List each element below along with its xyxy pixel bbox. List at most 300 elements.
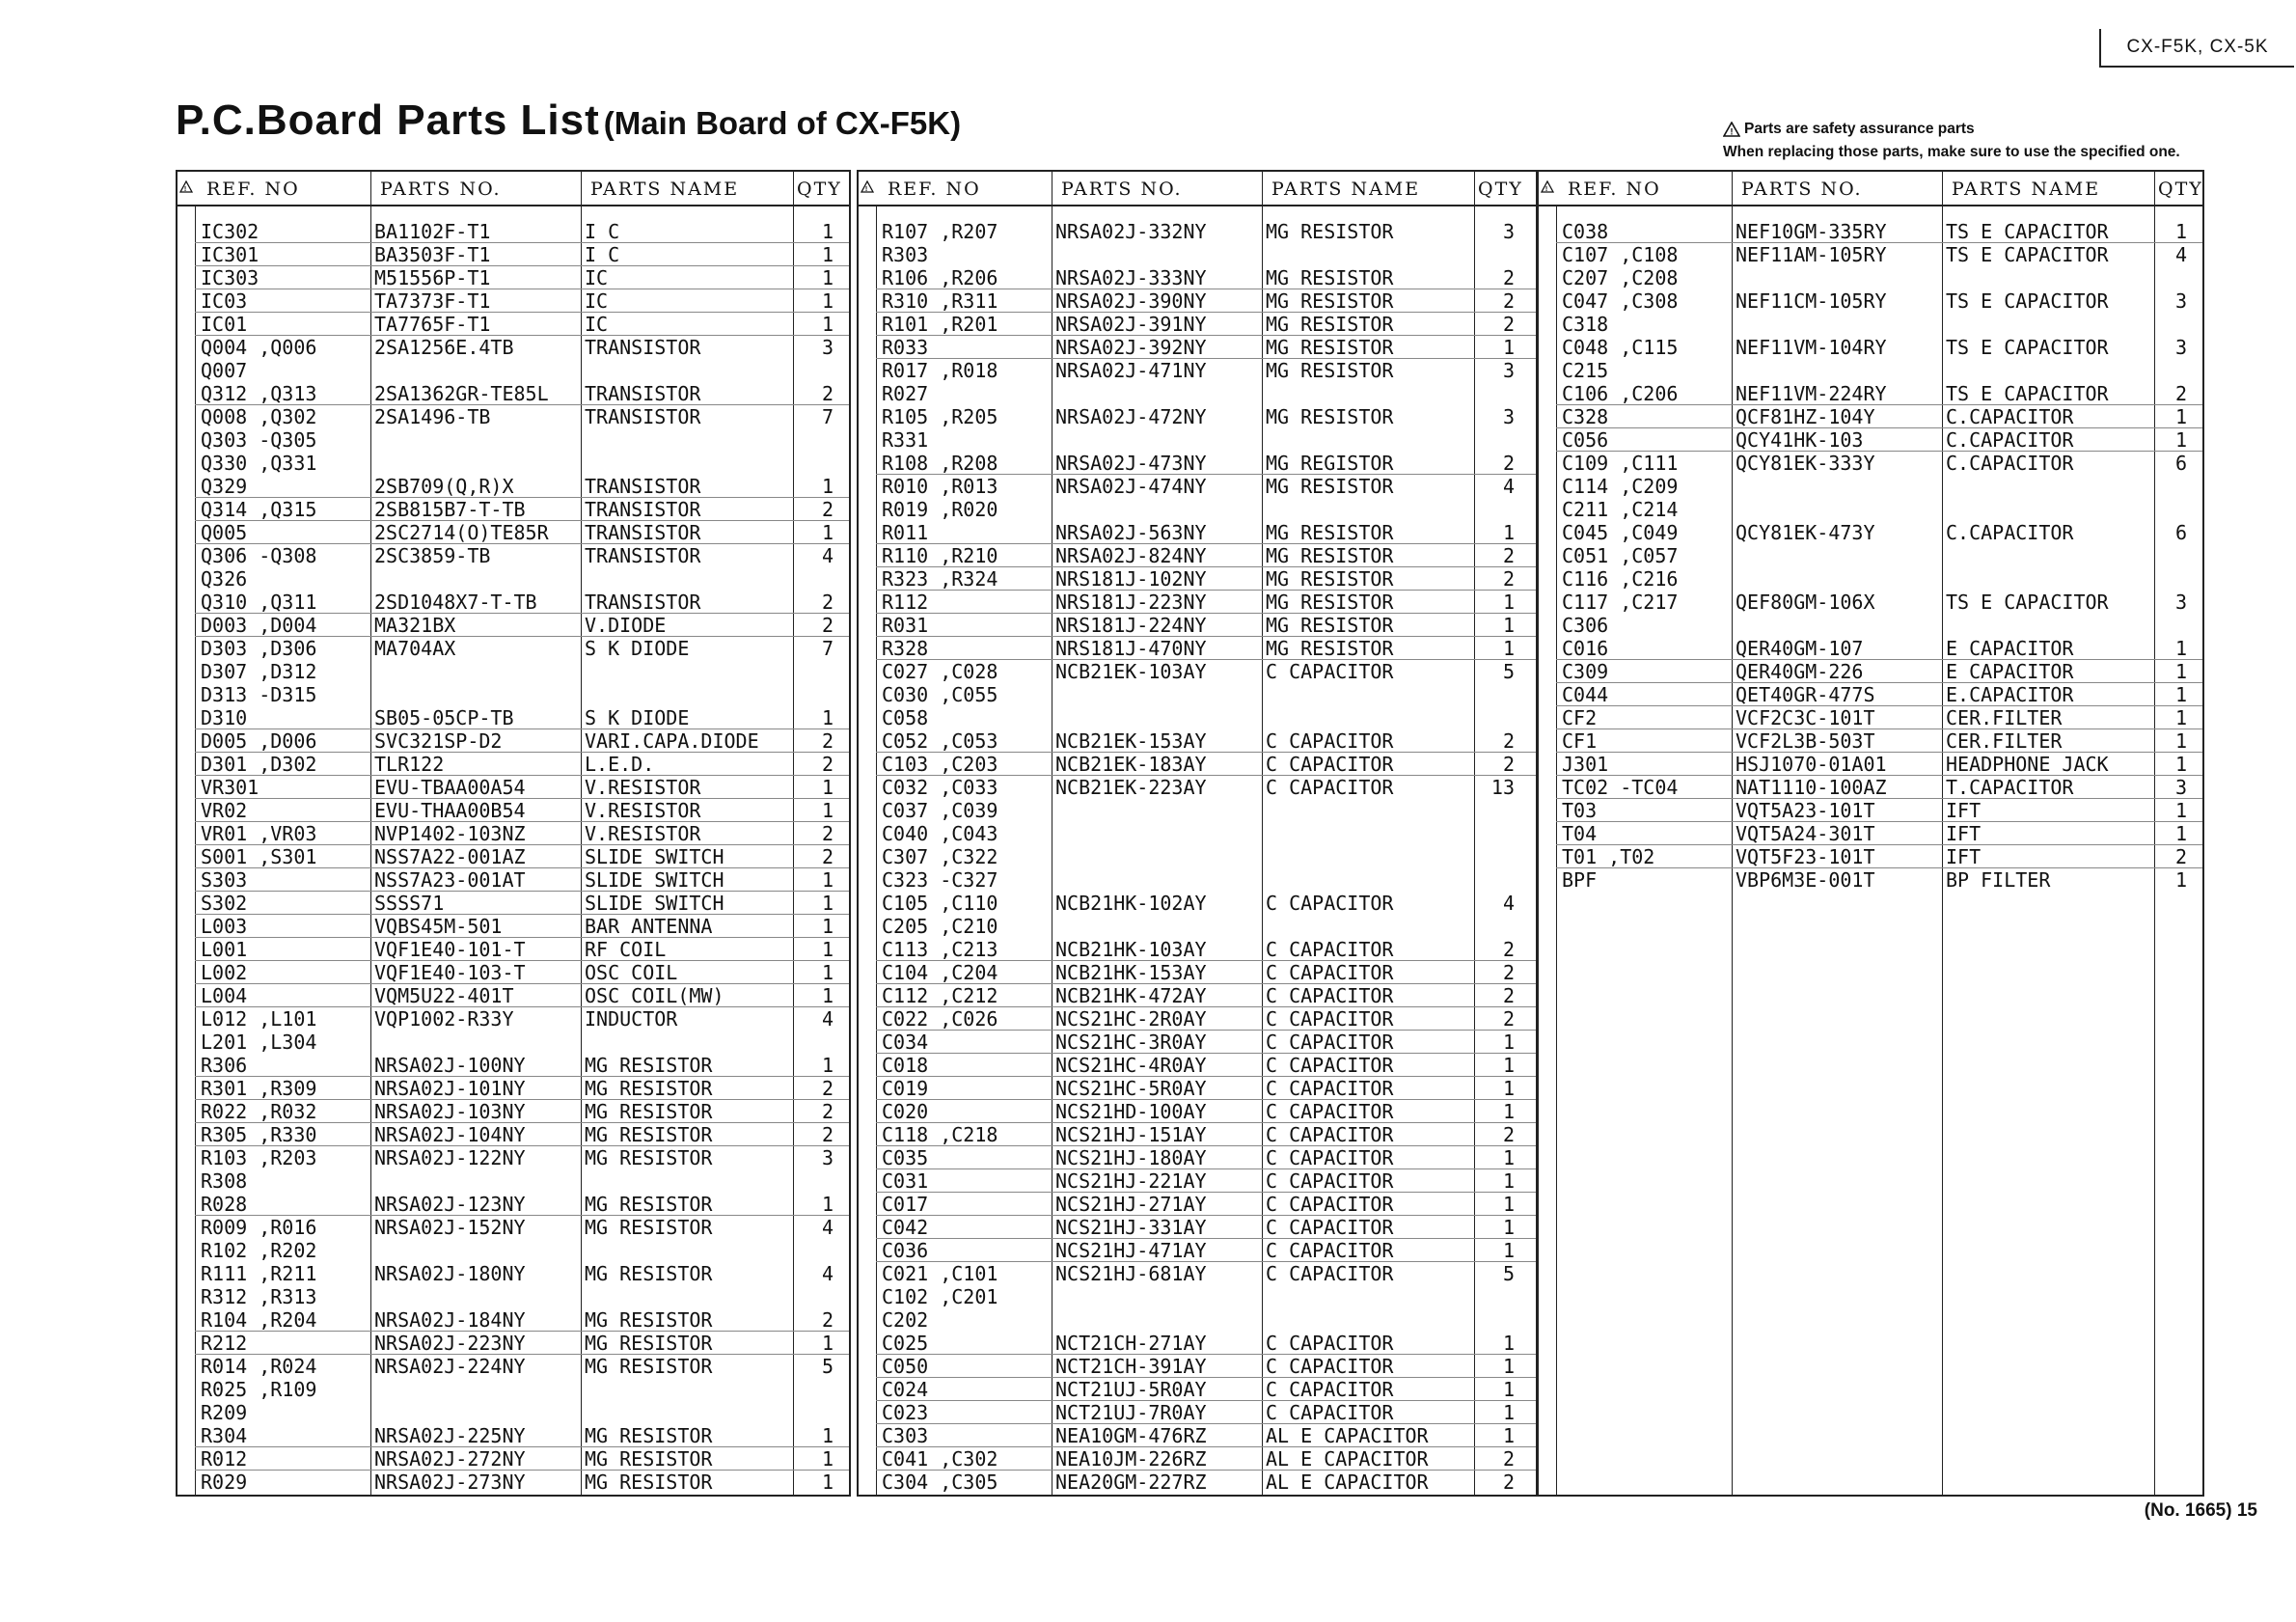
cell-parts-no: VCF2C3C-101T <box>1736 706 1875 729</box>
cell-parts-name: MG RESISTOR <box>1266 266 1394 289</box>
cell-parts-name: C CAPACITOR <box>1266 1077 1394 1100</box>
cell-parts-name: C CAPACITOR <box>1266 753 1394 776</box>
table-header <box>859 172 1536 206</box>
cell-qty: 1 <box>821 313 834 336</box>
cell-parts-name: C CAPACITOR <box>1266 1262 1394 1285</box>
cell-ref-no: C113 ,C213 <box>882 938 998 961</box>
cell-parts-name <box>585 683 791 706</box>
cell-ref-no: C105 ,C110 <box>882 892 998 915</box>
cell-ref-no: Q310 ,Q311 <box>201 591 317 614</box>
cell-parts-name <box>1946 359 2152 382</box>
cell-ref-no: IC303 <box>201 266 260 289</box>
cell-parts-name: MG RESISTOR <box>585 1332 713 1355</box>
cell-qty: 1 <box>1502 521 1515 544</box>
cell-parts-no <box>374 683 579 706</box>
cell-ref-no: C102 ,C201 <box>882 1285 998 1308</box>
cell-parts-no: VQT5F23-101T <box>1736 845 1875 868</box>
cell-parts-no <box>1736 567 1940 591</box>
cell-parts-no: NRSA02J-391NY <box>1055 313 1207 336</box>
cell-parts-name: L.E.D. <box>585 753 655 776</box>
cell-ref-no: C109 ,C111 <box>1562 452 1679 475</box>
cell-parts-name: MG RESISTOR <box>1266 359 1394 382</box>
cell-parts-name: MG RESISTOR <box>585 1424 713 1447</box>
cell-qty: 1 <box>1502 336 1515 359</box>
cell-qty: 1 <box>821 243 834 266</box>
cell-parts-no: NRSA02J-472NY <box>1055 405 1207 428</box>
cell-parts-no: NEF11VM-224RY <box>1736 382 1887 405</box>
cell-parts-name: E.CAPACITOR <box>1946 683 2074 706</box>
cell-parts-name: V.RESISTOR <box>585 822 701 845</box>
cell-qty <box>797 1378 834 1401</box>
cell-parts-no: NCS21HJ-681AY <box>1055 1262 1207 1285</box>
cell-qty: 7 <box>821 405 834 428</box>
cell-ref-no: C323 -C327 <box>882 868 998 892</box>
cell-ref-no: S303 <box>201 868 248 892</box>
cell-parts-no: NRS181J-102NY <box>1055 567 1207 591</box>
cell-parts-no: NRSA02J-473NY <box>1055 452 1207 475</box>
cell-parts-no <box>374 1285 579 1308</box>
cell-parts-no: NCS21HC-5R0AY <box>1055 1077 1207 1100</box>
cell-parts-no: NCB21HK-102AY <box>1055 892 1207 915</box>
col-header-parts-no: PARTS NO. <box>1741 179 1863 200</box>
cell-ref-no: T04 <box>1562 822 1598 845</box>
cell-qty: 1 <box>1502 1146 1515 1169</box>
cell-qty: 1 <box>1502 1193 1515 1216</box>
cell-ref-no: VR01 ,VR03 <box>201 822 317 845</box>
cell-parts-name: TS E CAPACITOR <box>1946 289 2109 313</box>
cell-qty: 4 <box>2174 243 2187 266</box>
cell-qty <box>2158 614 2187 637</box>
safety-note <box>1723 118 2196 164</box>
cell-qty: 1 <box>1502 591 1515 614</box>
cell-parts-name: MG RESISTOR <box>585 1216 713 1239</box>
cell-ref-no: Q008 ,Q302 <box>201 405 317 428</box>
cell-ref-no: R102 ,R202 <box>201 1239 317 1262</box>
cell-ref-no: C051 ,C057 <box>1562 544 1679 567</box>
cell-parts-name: C CAPACITOR <box>1266 776 1394 799</box>
cell-ref-no: R304 <box>201 1424 248 1447</box>
cell-qty: 5 <box>1502 660 1515 683</box>
cell-parts-no: QCF81HZ-104Y <box>1736 405 1875 428</box>
cell-qty <box>1478 243 1515 266</box>
cell-qty: 1 <box>821 1054 834 1077</box>
cell-parts-no <box>1055 1308 1260 1332</box>
cell-parts-name: TS E CAPACITOR <box>1946 243 2109 266</box>
cell-parts-name: MG RESISTOR <box>1266 591 1394 614</box>
cell-qty: 1 <box>821 938 834 961</box>
cell-parts-no: NRSA02J-184NY <box>374 1308 526 1332</box>
cell-qty: 1 <box>2174 683 2187 706</box>
cell-parts-name <box>1266 382 1472 405</box>
cell-parts-name: C CAPACITOR <box>1266 660 1394 683</box>
cell-qty: 2 <box>1502 753 1515 776</box>
cell-qty: 1 <box>2174 428 2187 452</box>
cell-parts-no <box>374 1239 579 1262</box>
cell-qty: 1 <box>821 706 834 729</box>
cell-ref-no: Q312 ,Q313 <box>201 382 317 405</box>
cell-qty: 1 <box>821 289 834 313</box>
cell-ref-no: C030 ,C055 <box>882 683 998 706</box>
svg-text:!: ! <box>1730 126 1734 137</box>
cell-parts-no <box>1055 382 1260 405</box>
cell-parts-no: QER40GM-226 <box>1736 660 1864 683</box>
cell-parts-no: TA7373F-T1 <box>374 289 491 313</box>
cell-parts-name: TS E CAPACITOR <box>1946 220 2109 243</box>
cell-parts-name: S K DIODE <box>585 637 690 660</box>
cell-parts-name: C CAPACITOR <box>1266 961 1394 984</box>
cell-ref-no: C202 <box>882 1308 929 1332</box>
cell-qty: 1 <box>821 1424 834 1447</box>
cell-ref-no: R010 ,R013 <box>882 475 998 498</box>
cell-parts-no <box>1055 498 1260 521</box>
cell-ref-no: C038 <box>1562 220 1609 243</box>
cell-parts-no <box>1055 683 1260 706</box>
cell-qty: 1 <box>821 266 834 289</box>
cell-ref-no: C023 <box>882 1401 929 1424</box>
cell-parts-name: C CAPACITOR <box>1266 1401 1394 1424</box>
cell-parts-name: C CAPACITOR <box>1266 892 1394 915</box>
cell-ref-no: C118 ,C218 <box>882 1123 998 1146</box>
cell-ref-no: R105 ,R205 <box>882 405 998 428</box>
cell-qty: 3 <box>2174 776 2187 799</box>
cell-parts-name: MG RESISTOR <box>1266 313 1394 336</box>
cell-qty: 1 <box>1502 1100 1515 1123</box>
cell-parts-no: NRSA02J-152NY <box>374 1216 526 1239</box>
cell-parts-no <box>1736 359 1940 382</box>
cell-qty: 1 <box>821 915 834 938</box>
parts-table-1 <box>176 170 851 1497</box>
cell-qty: 2 <box>1502 1471 1515 1494</box>
cell-parts-no <box>1055 243 1260 266</box>
cell-qty: 1 <box>2174 822 2187 845</box>
warning-triangle-icon <box>861 180 874 193</box>
cell-ref-no: R111 ,R211 <box>201 1262 317 1285</box>
cell-parts-name <box>1266 845 1472 868</box>
safety-note-line1: Parts are safety assurance parts <box>1744 121 1975 137</box>
cell-parts-no: 2SA1362GR-TE85L <box>374 382 549 405</box>
column-divider <box>876 206 877 1495</box>
cell-parts-name <box>1266 498 1472 521</box>
cell-ref-no: L003 <box>201 915 248 938</box>
cell-qty: 1 <box>1502 1054 1515 1077</box>
cell-parts-name <box>585 1285 791 1308</box>
cell-qty <box>797 1239 834 1262</box>
cell-parts-no <box>374 1401 579 1424</box>
cell-qty: 7 <box>821 637 834 660</box>
cell-qty: 2 <box>1502 1123 1515 1146</box>
cell-parts-no: NEA20GM-227RZ <box>1055 1471 1207 1494</box>
cell-qty <box>797 428 834 452</box>
cell-ref-no: IC01 <box>201 313 248 336</box>
cell-parts-name: MG RESISTOR <box>1266 567 1394 591</box>
cell-parts-name: V.RESISTOR <box>585 799 701 822</box>
cell-ref-no: R025 ,R109 <box>201 1378 317 1401</box>
column-divider <box>195 206 196 1495</box>
cell-parts-name: C CAPACITOR <box>1266 1146 1394 1169</box>
cell-parts-name <box>585 660 791 683</box>
cell-parts-name <box>585 1378 791 1401</box>
cell-parts-name <box>1266 243 1472 266</box>
cell-parts-name: C CAPACITOR <box>1266 1193 1394 1216</box>
cell-parts-no: HSJ1070-01A01 <box>1736 753 1887 776</box>
cell-parts-no: NCT21CH-391AY <box>1055 1355 1207 1378</box>
cell-parts-no: SVC321SP-D2 <box>374 729 503 753</box>
cell-parts-name <box>1266 799 1472 822</box>
cell-parts-name <box>1946 567 2152 591</box>
cell-qty <box>797 1285 834 1308</box>
cell-parts-name: SLIDE SWITCH <box>585 845 724 868</box>
cell-parts-no: NEF11CM-105RY <box>1736 289 1887 313</box>
col-header-parts-name: PARTS NAME <box>1271 179 1421 200</box>
cell-ref-no: C016 <box>1562 637 1609 660</box>
cell-qty: 2 <box>821 845 834 868</box>
cell-qty: 13 <box>1490 776 1515 799</box>
cell-qty: 2 <box>1502 729 1515 753</box>
cell-parts-name: C CAPACITOR <box>1266 1054 1394 1077</box>
cell-parts-name: C CAPACITOR <box>1266 938 1394 961</box>
cell-ref-no: C021 ,C101 <box>882 1262 998 1285</box>
cell-qty <box>1478 706 1515 729</box>
cell-parts-no: NCS21HJ-471AY <box>1055 1239 1207 1262</box>
cell-parts-name: MG REGISTOR <box>1266 452 1394 475</box>
cell-qty <box>1478 428 1515 452</box>
cell-ref-no: R009 ,R016 <box>201 1216 317 1239</box>
cell-qty <box>2158 544 2187 567</box>
cell-parts-no: NCS21HC-2R0AY <box>1055 1007 1207 1031</box>
cell-parts-no: NRSA02J-474NY <box>1055 475 1207 498</box>
cell-parts-no: NRS181J-223NY <box>1055 591 1207 614</box>
cell-qty <box>2158 498 2187 521</box>
col-header-qty: QTY <box>1478 179 1523 200</box>
cell-qty: 4 <box>821 544 834 567</box>
cell-parts-no: NCS21HJ-271AY <box>1055 1193 1207 1216</box>
cell-parts-name <box>1266 915 1472 938</box>
cell-parts-no <box>1055 428 1260 452</box>
cell-parts-name: C.CAPACITOR <box>1946 521 2074 544</box>
cell-ref-no: R328 <box>882 637 929 660</box>
cell-ref-no: R323 ,R324 <box>882 567 998 591</box>
cell-parts-name: TS E CAPACITOR <box>1946 591 2109 614</box>
cell-parts-name: AL E CAPACITOR <box>1266 1447 1429 1471</box>
cell-parts-no: EVU-THAA00B54 <box>374 799 526 822</box>
cell-qty: 2 <box>821 382 834 405</box>
page-title <box>176 96 961 145</box>
cell-qty: 2 <box>1502 567 1515 591</box>
cell-qty: 2 <box>1502 961 1515 984</box>
cell-parts-name: C CAPACITOR <box>1266 1100 1394 1123</box>
cell-parts-name: C CAPACITOR <box>1266 1239 1394 1262</box>
cell-parts-no: VQF1E40-103-T <box>374 961 526 984</box>
column-divider <box>370 172 371 1495</box>
cell-parts-no: NCB21HK-472AY <box>1055 984 1207 1007</box>
cell-ref-no: R033 <box>882 336 929 359</box>
cell-qty: 3 <box>2174 289 2187 313</box>
cell-parts-no <box>1736 544 1940 567</box>
cell-parts-no: MA321BX <box>374 614 456 637</box>
cell-parts-no: NCS21HC-3R0AY <box>1055 1031 1207 1054</box>
cell-qty: 1 <box>1502 1424 1515 1447</box>
cell-parts-no: SB05-05CP-TB <box>374 706 514 729</box>
cell-parts-name: IC <box>585 313 609 336</box>
cell-parts-name: MG RESISTOR <box>1266 405 1394 428</box>
cell-parts-name: HEADPHONE JACK <box>1946 753 2109 776</box>
cell-parts-name: CER.FILTER <box>1946 729 2063 753</box>
cell-qty: 6 <box>2174 521 2187 544</box>
col-header-parts-no: PARTS NO. <box>380 179 502 200</box>
cell-qty <box>797 660 834 683</box>
cell-ref-no: C309 <box>1562 660 1609 683</box>
cell-ref-no: R012 <box>201 1447 248 1471</box>
cell-parts-name: IC <box>585 289 609 313</box>
cell-qty: 1 <box>1502 1332 1515 1355</box>
cell-ref-no: C024 <box>882 1378 929 1401</box>
cell-parts-no: 2SA1256E.4TB <box>374 336 514 359</box>
cell-parts-no: BA3503F-T1 <box>374 243 491 266</box>
cell-qty: 1 <box>821 1193 834 1216</box>
cell-ref-no: R112 <box>882 591 929 614</box>
cell-qty <box>797 1401 834 1424</box>
col-header-ref: REF. NO <box>206 179 300 200</box>
cell-parts-name: MG RESISTOR <box>585 1146 713 1169</box>
cell-qty: 2 <box>821 1123 834 1146</box>
column-divider <box>581 172 582 1495</box>
cell-qty: 1 <box>821 776 834 799</box>
cell-ref-no: Q314 ,Q315 <box>201 498 317 521</box>
cell-ref-no: L001 <box>201 938 248 961</box>
cell-parts-name: MG RESISTOR <box>1266 220 1394 243</box>
cell-parts-name: OSC COIL <box>585 961 678 984</box>
cell-parts-name <box>585 1239 791 1262</box>
cell-ref-no: C052 ,C053 <box>882 729 998 753</box>
cell-parts-no: NSS7A22-001AZ <box>374 845 526 868</box>
cell-qty: 1 <box>821 984 834 1007</box>
cell-qty: 4 <box>1502 475 1515 498</box>
cell-parts-no: NCB21EK-153AY <box>1055 729 1207 753</box>
cell-parts-no: NRSA02J-101NY <box>374 1077 526 1100</box>
cell-qty: 2 <box>821 1077 834 1100</box>
cell-qty: 1 <box>821 475 834 498</box>
cell-ref-no: C303 <box>882 1424 929 1447</box>
cell-parts-no: NRSA02J-333NY <box>1055 266 1207 289</box>
cell-parts-no: NEF11AM-105RY <box>1736 243 1887 266</box>
cell-ref-no: C050 <box>882 1355 929 1378</box>
cell-ref-no: D003 ,D004 <box>201 614 317 637</box>
cell-ref-no: C044 <box>1562 683 1609 706</box>
cell-parts-name: RF COIL <box>585 938 667 961</box>
cell-parts-no: NEA10JM-226RZ <box>1055 1447 1207 1471</box>
cell-parts-name: MG RESISTOR <box>585 1100 713 1123</box>
cell-qty <box>1478 799 1515 822</box>
cell-qty: 1 <box>2174 868 2187 892</box>
cell-ref-no: R029 <box>201 1471 248 1494</box>
cell-qty: 3 <box>2174 336 2187 359</box>
svg-text:!: ! <box>864 186 870 193</box>
cell-ref-no: C215 <box>1562 359 1609 382</box>
cell-parts-no: VQM5U22-401T <box>374 984 514 1007</box>
cell-qty: 2 <box>1502 289 1515 313</box>
cell-parts-no: VBP6M3E-001T <box>1736 868 1875 892</box>
table-header <box>1539 172 2202 206</box>
column-divider <box>793 172 794 1495</box>
cell-parts-no <box>1736 614 1940 637</box>
cell-ref-no: C205 ,C210 <box>882 915 998 938</box>
cell-parts-name <box>1266 1308 1472 1332</box>
cell-parts-name: C CAPACITOR <box>1266 1031 1394 1054</box>
cell-parts-no: NCT21UJ-7R0AY <box>1055 1401 1207 1424</box>
cell-parts-no <box>374 1378 579 1401</box>
cell-ref-no: IC302 <box>201 220 260 243</box>
cell-ref-no: C318 <box>1562 313 1609 336</box>
cell-qty <box>797 359 834 382</box>
cell-ref-no: C114 ,C209 <box>1562 475 1679 498</box>
cell-parts-name: C CAPACITOR <box>1266 984 1394 1007</box>
cell-ref-no: Q004 ,Q006 <box>201 336 317 359</box>
cell-parts-no <box>374 1031 579 1054</box>
cell-ref-no: S001 ,S301 <box>201 845 317 868</box>
cell-qty: 2 <box>821 822 834 845</box>
cell-parts-no: NCB21EK-183AY <box>1055 753 1207 776</box>
cell-parts-name: C CAPACITOR <box>1266 1216 1394 1239</box>
column-divider <box>1942 172 1943 1495</box>
cell-ref-no: C017 <box>882 1193 929 1216</box>
col-header-qty: QTY <box>2158 179 2203 200</box>
cell-ref-no: R028 <box>201 1193 248 1216</box>
cell-parts-name: MG RESISTOR <box>585 1123 713 1146</box>
cell-parts-no <box>1055 822 1260 845</box>
cell-parts-no <box>1736 498 1940 521</box>
cell-ref-no: CF2 <box>1562 706 1598 729</box>
cell-parts-name <box>1946 544 2152 567</box>
cell-parts-name: S K DIODE <box>585 706 690 729</box>
cell-ref-no: R209 <box>201 1401 248 1424</box>
cell-ref-no: C103 ,C203 <box>882 753 998 776</box>
cell-parts-name <box>1266 868 1472 892</box>
svg-text:!: ! <box>183 186 189 193</box>
safety-note-line2: When replacing those parts, make sure to use the specified one. <box>1723 144 2180 160</box>
cell-qty <box>1478 1308 1515 1332</box>
cell-parts-name: MG RESISTOR <box>585 1308 713 1332</box>
cell-parts-no: NRSA02J-224NY <box>374 1355 526 1378</box>
cell-parts-no: NCB21EK-223AY <box>1055 776 1207 799</box>
cell-qty <box>1478 683 1515 706</box>
cell-ref-no: C025 <box>882 1332 929 1355</box>
cell-parts-name: C.CAPACITOR <box>1946 405 2074 428</box>
cell-parts-name: C CAPACITOR <box>1266 729 1394 753</box>
cell-qty <box>2158 567 2187 591</box>
cell-parts-name: C CAPACITOR <box>1266 1007 1394 1031</box>
cell-parts-name: MG RESISTOR <box>585 1193 713 1216</box>
cell-parts-no: NRSA02J-122NY <box>374 1146 526 1169</box>
cell-qty: 2 <box>821 1308 834 1332</box>
cell-qty: 3 <box>821 336 834 359</box>
table-header <box>178 172 849 206</box>
cell-parts-no: NRSA02J-103NY <box>374 1100 526 1123</box>
warning-triangle-icon <box>179 180 193 193</box>
cell-ref-no: R310 ,R311 <box>882 289 998 313</box>
cell-qty: 2 <box>821 1100 834 1123</box>
cell-parts-no: NCB21HK-103AY <box>1055 938 1207 961</box>
cell-parts-name: TRANSISTOR <box>585 498 701 521</box>
cell-ref-no: R027 <box>882 382 929 405</box>
cell-parts-name: T.CAPACITOR <box>1946 776 2074 799</box>
cell-ref-no: C040 ,C043 <box>882 822 998 845</box>
cell-qty: 2 <box>1502 1007 1515 1031</box>
cell-ref-no: C022 ,C026 <box>882 1007 998 1031</box>
cell-parts-name: TRANSISTOR <box>585 405 701 428</box>
cell-qty <box>797 567 834 591</box>
cell-ref-no: T03 <box>1562 799 1598 822</box>
cell-parts-no: VQBS45M-501 <box>374 915 503 938</box>
